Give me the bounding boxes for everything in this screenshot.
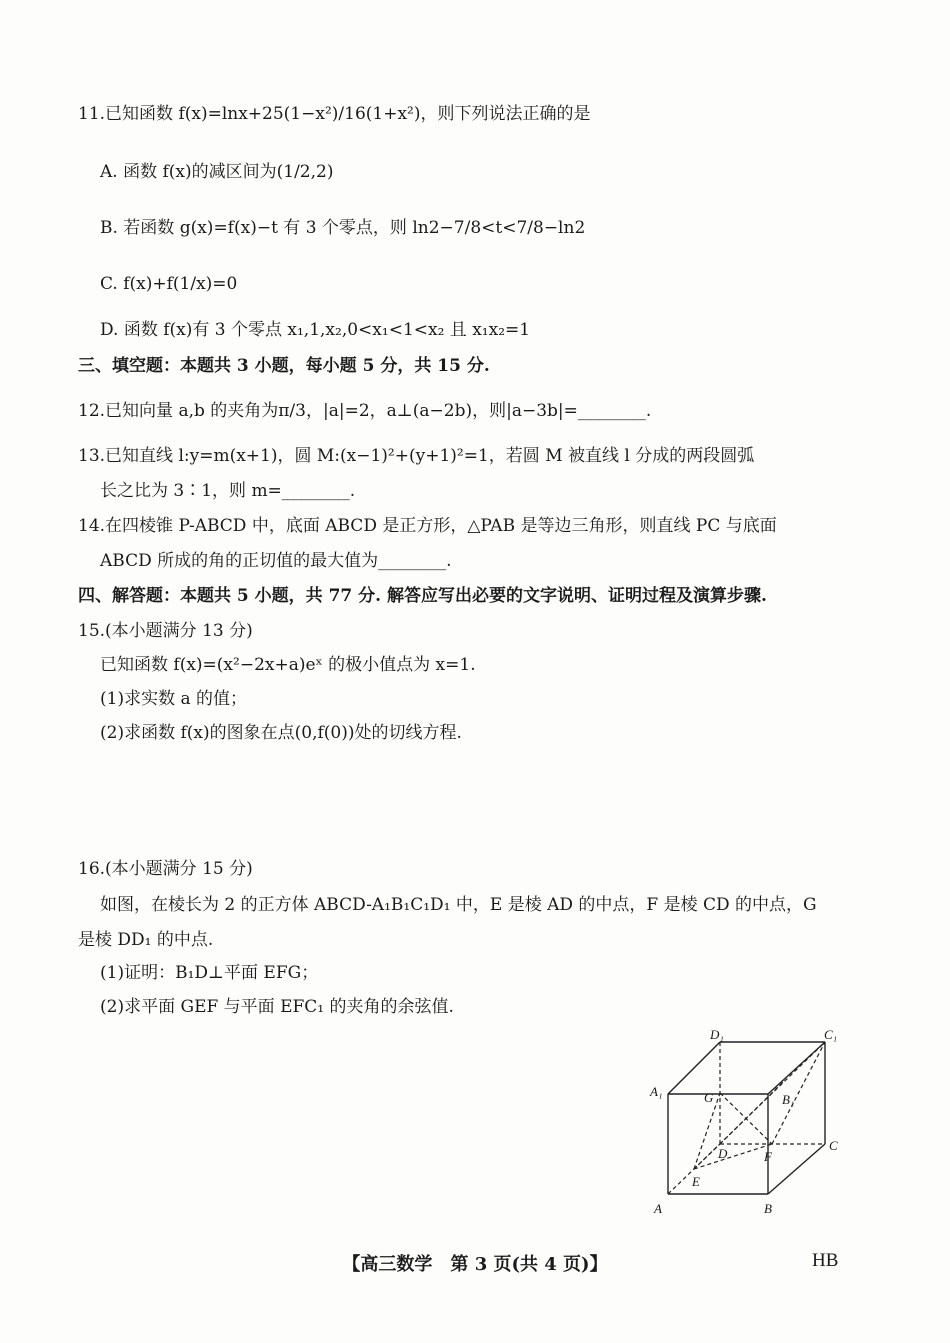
edge-a1d1 — [668, 1042, 720, 1094]
q11-option-c: C. f(x)+f(1/x)=0 — [100, 274, 238, 294]
q15-part1: (1)求实数 a 的值； — [100, 689, 248, 709]
section-three-heading: 三、填空题：本题共 3 小题，每小题 5 分，共 15 分. — [78, 356, 490, 376]
label-c1: C₁ — [824, 1027, 838, 1042]
segment-fc1 — [772, 1042, 825, 1144]
q16-stem-line1: 如图，在棱长为 2 的正方体 ABCD-A₁B₁C₁D₁ 中，E 是棱 AD 的中点，F 是棱 CD 的中点，G — [100, 895, 817, 915]
q11-stem: 11.已知函数 f(x)=lnx+25(1−x²)/16(1+x²)，则下列说法正确的是 — [78, 104, 591, 124]
label-b1: B₁ — [782, 1092, 795, 1107]
edge-bc — [768, 1144, 825, 1194]
q15-stem: 已知函数 f(x)=(x²−2x+a)eˣ 的极小值点为 x=1. — [100, 655, 476, 675]
label-a: A — [654, 1201, 662, 1216]
label-c: C — [829, 1138, 838, 1153]
label-d: D — [718, 1146, 728, 1161]
segment-ef — [694, 1144, 772, 1169]
label-f: F — [764, 1149, 772, 1164]
label-a1: A₁ — [650, 1084, 663, 1099]
q14-text-line1: 14.在四棱锥 P-ABCD 中，底面 ABCD 是正方形，△PAB 是等边三角形，则直线 PC 与底面 — [78, 516, 777, 536]
footer-code: HB — [812, 1250, 839, 1271]
q13-text-line2: 长之比为 3∶1，则 m=________. — [100, 481, 356, 501]
q16-part2: (2)求平面 GEF 与平面 EFC₁ 的夹角的余弦值. — [100, 997, 454, 1017]
footer-page-info: 【高三数学 第 3 页(共 4 页)】 — [342, 1254, 608, 1275]
q11-option-a: A. 函数 f(x)的减区间为(1/2,2) — [100, 162, 334, 182]
q16-stem-line2: 是棱 DD₁ 的中点. — [78, 930, 214, 950]
q12-text: 12.已知向量 a,b 的夹角为π/3，|a|=2，a⊥(a−2b)，则|a−3b|=________. — [78, 401, 652, 421]
label-b: B — [764, 1201, 772, 1216]
q16-header: 16.(本小题满分 15 分) — [78, 859, 253, 879]
q14-text-line2: ABCD 所成的角的正切值的最大值为________. — [100, 551, 452, 571]
q13-text-line1: 13.已知直线 l:y=m(x+1)，圆 M:(x−1)²+(y+1)²=1，若圆 M 被直线 l 分成的两段圆弧 — [78, 446, 755, 466]
q15-part2: (2)求函数 f(x)的图象在点(0,f(0))处的切线方程. — [100, 723, 462, 743]
label-e: E — [692, 1174, 700, 1189]
section-four-heading: 四、解答题：本题共 5 小题，共 77 分. 解答应写出必要的文字说明、证明过程及演算步骤. — [78, 586, 767, 606]
label-d1: D₁ — [710, 1027, 724, 1042]
q11-option-b: B. 若函数 g(x)=f(x)−t 有 3 个零点，则 ln2−7/8<t<7/8−ln2 — [100, 218, 586, 238]
q15-header: 15.(本小题满分 13 分) — [78, 621, 253, 641]
q16-part1: (1)证明：B₁D⊥平面 EFG； — [100, 963, 319, 983]
cube-figure — [640, 1026, 850, 1226]
label-g: G — [704, 1090, 714, 1105]
q11-option-d: D. 函数 f(x)有 3 个零点 x₁,1,x₂,0<x₁<1<x₂ 且 x₁x₂=1 — [100, 320, 531, 340]
